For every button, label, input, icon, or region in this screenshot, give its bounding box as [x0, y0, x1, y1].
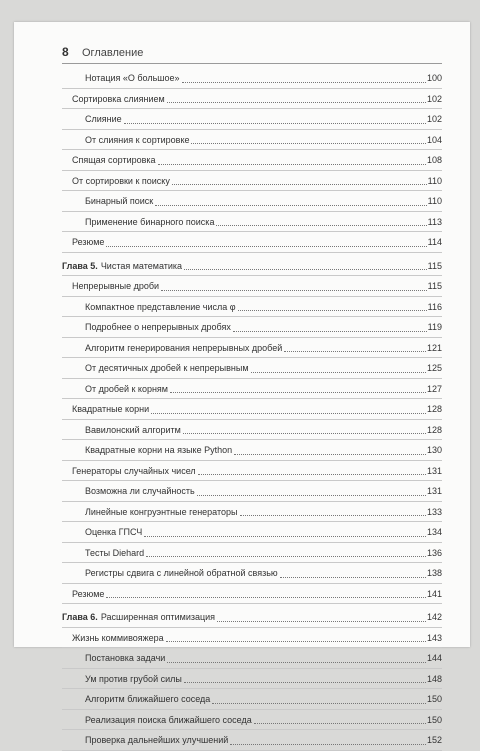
dot-leader	[240, 515, 426, 516]
entry-title: Непрерывные дроби	[72, 281, 160, 292]
entry-page-number: 113	[427, 216, 442, 227]
table-of-contents	[62, 68, 442, 751]
entry-page-number: 116	[427, 301, 442, 312]
dot-leader	[217, 621, 426, 622]
page-number: 8	[62, 45, 69, 59]
toc-entry[interactable]	[62, 68, 442, 89]
entry-page-number: 127	[426, 383, 442, 394]
dot-leader	[254, 723, 426, 724]
toc-entry[interactable]	[62, 689, 442, 710]
book-page	[14, 22, 470, 746]
entry-page-number: 152	[426, 735, 442, 746]
entry-title: Алгоритм генерирования непрерывных дробей	[85, 342, 283, 353]
entry-page-number: 121	[426, 342, 442, 353]
entry-page-number: 131	[426, 486, 442, 497]
dot-leader	[197, 495, 426, 496]
entry-page-number: 131	[426, 465, 442, 476]
entry-title: Регистры сдвига с линейной обратной связью	[85, 568, 278, 579]
dot-leader	[284, 351, 426, 352]
dot-leader	[124, 123, 426, 124]
entry-page-number: 115	[427, 281, 442, 292]
entry-title: Оценка ГПСЧ	[85, 527, 143, 538]
dot-leader	[191, 143, 425, 144]
dot-leader	[146, 556, 426, 557]
toc-entry[interactable]	[62, 461, 442, 482]
dot-leader	[172, 184, 427, 185]
dot-leader	[144, 536, 426, 537]
entry-page-number: 133	[426, 506, 442, 517]
entry-page-number: 134	[426, 527, 442, 538]
dot-leader	[233, 331, 427, 332]
entry-title: Применение бинарного поиска	[85, 216, 215, 227]
entry-page-number: 130	[426, 445, 442, 456]
entry-title: Подробнее о непрерывных дробях	[85, 322, 231, 333]
entry-page-number: 138	[426, 568, 442, 579]
entry-title: Резюме	[72, 237, 105, 248]
entry-page-number: 150	[426, 714, 442, 725]
entry-page-number: 128	[426, 424, 442, 435]
dot-leader	[234, 454, 426, 455]
entry-page-number: 110	[427, 196, 442, 207]
dot-leader	[238, 310, 427, 311]
dot-leader	[184, 682, 426, 683]
entry-title: Квадратные корни на языке Python	[85, 445, 233, 456]
toc-entry[interactable]	[62, 399, 442, 420]
toc-entry[interactable]	[62, 502, 442, 523]
entry-page-number: 136	[426, 547, 442, 558]
toc-entry[interactable]	[62, 563, 442, 584]
entry-title: Реализация поиска ближайшего соседа	[85, 714, 252, 725]
toc-entry[interactable]	[62, 730, 442, 751]
toc-entry[interactable]	[62, 232, 442, 253]
entry-title: Вавилонский алгоритм	[85, 424, 181, 435]
entry-title: Резюме	[72, 588, 105, 599]
toc-entry[interactable]	[62, 150, 442, 171]
entry-page-number: 141	[426, 588, 442, 599]
toc-entry[interactable]	[62, 171, 442, 192]
entry-title: Тесты Diehard	[85, 547, 145, 558]
toc-entry[interactable]	[62, 710, 442, 731]
entry-page-number: 108	[426, 155, 442, 166]
toc-entry[interactable]	[62, 669, 442, 690]
entry-title: Чистая математика	[100, 260, 183, 271]
entry-title: Жизнь коммивояжера	[72, 632, 164, 643]
entry-page-number: 148	[426, 673, 442, 684]
dot-leader	[182, 82, 426, 83]
entry-title: Линейные конгруэнтные генераторы	[85, 506, 238, 517]
entry-title: От десятичных дробей к непрерывным	[85, 363, 249, 374]
entry-page-number: 143	[426, 632, 442, 643]
dot-leader	[212, 703, 426, 704]
entry-title: Компактное представление числа φ	[85, 301, 236, 312]
toc-entry[interactable]	[62, 317, 442, 338]
entry-title: От сортировки к поиску	[72, 175, 170, 186]
entry-page-number: 128	[426, 404, 442, 415]
toc-entry[interactable]	[62, 276, 442, 297]
page-header	[62, 45, 442, 59]
dot-leader	[251, 372, 426, 373]
entry-title: Спящая сортировка	[72, 155, 156, 166]
toc-entry[interactable]	[62, 522, 442, 543]
dot-leader	[161, 290, 427, 291]
header-rule	[62, 63, 442, 64]
entry-title: Алгоритм ближайшего соседа	[85, 694, 211, 705]
entry-page-number: 119	[427, 322, 442, 333]
entry-title: Сортировка слиянием	[72, 93, 165, 104]
chapter-prefix: Глава 6.	[62, 612, 98, 623]
toc-entry[interactable]	[62, 648, 442, 669]
toc-entry[interactable]	[62, 420, 442, 441]
toc-entry[interactable]	[62, 89, 442, 110]
entry-title: Слияние	[85, 114, 122, 125]
toc-entry[interactable]	[62, 191, 442, 212]
dot-leader	[167, 102, 426, 103]
entry-page-number: 144	[426, 653, 442, 664]
entry-page-number: 100	[426, 73, 442, 84]
entry-title: Квадратные корни	[72, 404, 150, 415]
dot-leader	[106, 246, 426, 247]
entry-page-number: 104	[426, 134, 442, 145]
toc-chapter-entry[interactable]	[62, 256, 442, 277]
entry-title: Бинарный поиск	[85, 196, 154, 207]
chapter-prefix: Глава 5.	[62, 260, 98, 271]
toc-entry[interactable]	[62, 297, 442, 318]
toc-entry[interactable]	[62, 440, 442, 461]
dot-leader	[166, 641, 426, 642]
dot-leader	[183, 433, 426, 434]
toc-chapter-entry[interactable]	[62, 607, 442, 628]
toc-entry[interactable]	[62, 109, 442, 130]
entry-title: Генераторы случайных чисел	[72, 465, 196, 476]
toc-entry[interactable]	[62, 628, 442, 649]
dot-leader	[216, 225, 426, 226]
entry-page-number: 142	[426, 612, 442, 623]
toc-entry[interactable]	[62, 379, 442, 400]
dot-leader	[198, 474, 426, 475]
running-title: Оглавление	[82, 47, 144, 59]
toc-entry[interactable]	[62, 212, 442, 233]
dot-leader	[151, 413, 426, 414]
toc-entry[interactable]	[62, 584, 442, 605]
dot-leader	[167, 662, 426, 663]
dot-leader	[106, 597, 426, 598]
toc-entry[interactable]	[62, 338, 442, 359]
entry-title: Расширенная оптимизация	[100, 612, 216, 623]
dot-leader	[170, 392, 426, 393]
toc-entry[interactable]	[62, 358, 442, 379]
entry-title: Нотация «О большое»	[85, 73, 180, 84]
toc-entry[interactable]	[62, 543, 442, 564]
toc-entry[interactable]	[62, 130, 442, 151]
entry-title: Возможна ли случайность	[85, 486, 195, 497]
entry-title: Постановка задачи	[85, 653, 166, 664]
dot-leader	[158, 164, 426, 165]
dot-leader	[230, 744, 426, 745]
entry-title: От дробей к корням	[85, 383, 168, 394]
entry-page-number: 102	[426, 93, 442, 104]
entry-page-number: 110	[427, 175, 442, 186]
entry-title: От слияния к сортировке	[85, 134, 190, 145]
dot-leader	[184, 269, 427, 270]
entry-page-number: 102	[426, 114, 442, 125]
entry-title: Ум против грубой силы	[85, 673, 182, 684]
dot-leader	[155, 205, 426, 206]
entry-page-number: 125	[426, 363, 442, 374]
dot-leader	[280, 577, 426, 578]
toc-entry[interactable]	[62, 481, 442, 502]
entry-page-number: 115	[427, 260, 442, 271]
entry-page-number: 114	[427, 237, 442, 248]
entry-page-number: 150	[426, 694, 442, 705]
entry-title: Проверка дальнейших улучшений	[85, 735, 229, 746]
